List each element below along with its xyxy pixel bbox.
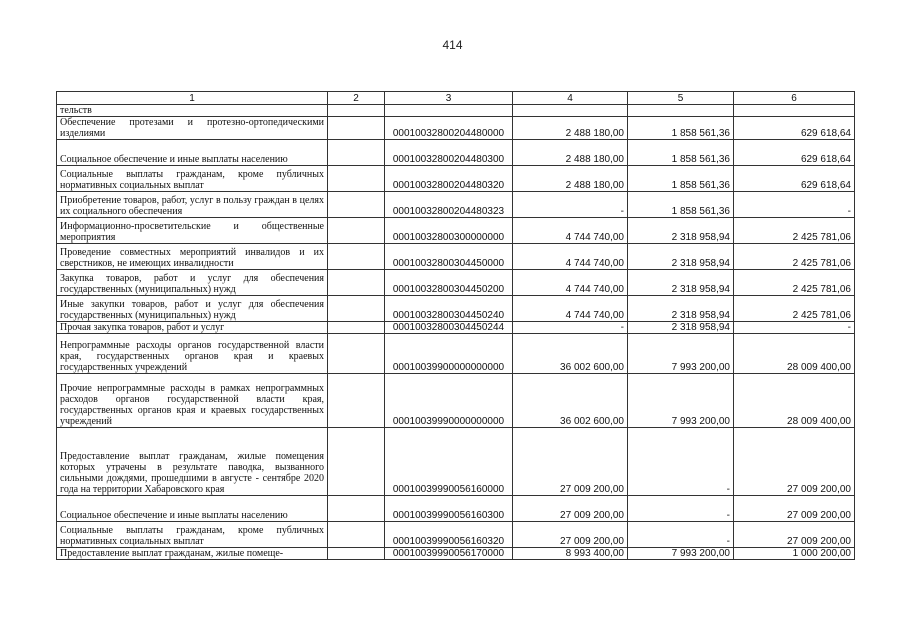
row-value-col6: 2 425 781,06 <box>734 218 855 244</box>
row-value-col4: 2 488 180,00 <box>513 166 628 192</box>
row-code: 00010032800304450240 <box>385 296 513 322</box>
row-description: Закупка товаров, работ и услуг для обеспечения государственных (муниципальных) нужд <box>57 270 328 296</box>
row-value-col4: 4 744 740,00 <box>513 296 628 322</box>
row-code: 00010039990056160300 <box>385 496 513 522</box>
row-code: 00010032800300000000 <box>385 218 513 244</box>
row-description: Социальное обеспечение и иные выплаты населению <box>57 496 328 522</box>
row-column-2 <box>328 192 385 218</box>
row-value-col6: 2 425 781,06 <box>734 296 855 322</box>
row-column-2 <box>328 218 385 244</box>
row-description: Прочие непрограммные расходы в рамках непрограммных расходов органов государственной власти края, государственных органов края и краевых государственных учреждений <box>57 374 328 428</box>
row-value-col4: - <box>513 322 628 334</box>
row-code: 00010039990056160000 <box>385 428 513 496</box>
column-header: 2 <box>328 92 385 105</box>
row-value-col6: 28 009 400,00 <box>734 374 855 428</box>
row-value-col5: 1 858 561,36 <box>628 117 734 140</box>
row-value-col6: 2 425 781,06 <box>734 270 855 296</box>
row-column-2 <box>328 428 385 496</box>
row-value-col4: 2 488 180,00 <box>513 140 628 166</box>
row-value-col4: 36 002 600,00 <box>513 334 628 374</box>
row-value-col4: 27 009 200,00 <box>513 496 628 522</box>
row-code: 00010039900000000000 <box>385 334 513 374</box>
row-description: Непрограммные расходы органов государственной власти края, государственных органов края и краевых государственных учреждений <box>57 334 328 374</box>
row-description: Социальные выплаты гражданам, кроме публичных нормативных социальных выплат <box>57 166 328 192</box>
table-row <box>57 166 855 192</box>
row-value-col4: 4 744 740,00 <box>513 218 628 244</box>
row-column-2 <box>328 140 385 166</box>
row-column-2 <box>328 522 385 548</box>
row-value-col4: 2 488 180,00 <box>513 117 628 140</box>
row-description: Обеспечение протезами и протезно-ортопедическими изделиями <box>57 117 328 140</box>
table-row <box>57 270 855 296</box>
table-row <box>57 334 855 374</box>
row-value-col6: 1 000 200,00 <box>734 548 855 560</box>
row-code: 00010032800304450000 <box>385 244 513 270</box>
row-value-col5: 2 318 958,94 <box>628 244 734 270</box>
row-value-col5: 2 318 958,94 <box>628 296 734 322</box>
row-code: 00010032800304450200 <box>385 270 513 296</box>
table-header-row <box>57 92 855 105</box>
row-value-col4: 27 009 200,00 <box>513 428 628 496</box>
row-description: тельств <box>57 105 328 117</box>
table-row <box>57 522 855 548</box>
row-value-col5: 7 993 200,00 <box>628 548 734 560</box>
table-row <box>57 548 855 560</box>
row-value-col5: - <box>628 428 734 496</box>
row-code: 00010039990056160320 <box>385 522 513 548</box>
row-value-col5: - <box>628 522 734 548</box>
row-column-2 <box>328 496 385 522</box>
table-row <box>57 296 855 322</box>
table-row <box>57 244 855 270</box>
page-number: 414 <box>442 38 463 52</box>
row-column-2 <box>328 322 385 334</box>
column-header: 1 <box>57 92 328 105</box>
row-description: Прочая закупка товаров, работ и услуг <box>57 322 328 334</box>
row-description: Социальное обеспечение и иные выплаты населению <box>57 140 328 166</box>
budget-table <box>56 91 855 560</box>
row-value-col6: 2 425 781,06 <box>734 244 855 270</box>
row-column-2 <box>328 334 385 374</box>
row-value-col6: 629 618,64 <box>734 117 855 140</box>
row-value-col6: 28 009 400,00 <box>734 334 855 374</box>
row-value-col5: 1 858 561,36 <box>628 192 734 218</box>
row-value-col6: 27 009 200,00 <box>734 522 855 548</box>
table-row <box>57 428 855 496</box>
row-column-2 <box>328 244 385 270</box>
table-row <box>57 496 855 522</box>
row-code: 00010032800204480323 <box>385 192 513 218</box>
row-description: Иные закупки товаров, работ и услуг для обеспечения государственных (муниципальных) нужд <box>57 296 328 322</box>
column-header: 6 <box>734 92 855 105</box>
row-column-2 <box>328 166 385 192</box>
row-value-col4: - <box>513 192 628 218</box>
row-description: Предоставление выплат гражданам, жилые помещения которых утрачены в результате паводка, вызванного сильными дождями, прошедшими в августе - сентябре 2020 года на территории Хабаровского края <box>57 428 328 496</box>
table-row <box>57 105 855 117</box>
table-row <box>57 117 855 140</box>
table-row <box>57 322 855 334</box>
row-value-col4 <box>513 105 628 117</box>
row-code: 00010039990056170000 <box>385 548 513 560</box>
row-value-col5: 2 318 958,94 <box>628 270 734 296</box>
row-description: Информационно-просветительские и общественные мероприятия <box>57 218 328 244</box>
row-value-col4: 4 744 740,00 <box>513 244 628 270</box>
table-row <box>57 140 855 166</box>
row-value-col6: 629 618,64 <box>734 140 855 166</box>
column-header: 4 <box>513 92 628 105</box>
row-value-col5: 7 993 200,00 <box>628 374 734 428</box>
row-description: Предоставление выплат гражданам, жилые помеще- <box>57 548 328 560</box>
column-header: 3 <box>385 92 513 105</box>
row-value-col5: 1 858 561,36 <box>628 140 734 166</box>
row-value-col6: 27 009 200,00 <box>734 428 855 496</box>
row-column-2 <box>328 105 385 117</box>
row-code <box>385 105 513 117</box>
row-description: Социальные выплаты гражданам, кроме публичных нормативных социальных выплат <box>57 522 328 548</box>
row-value-col6: - <box>734 322 855 334</box>
row-code: 00010032800204480300 <box>385 140 513 166</box>
row-value-col4: 27 009 200,00 <box>513 522 628 548</box>
row-value-col6 <box>734 105 855 117</box>
row-column-2 <box>328 374 385 428</box>
column-header: 5 <box>628 92 734 105</box>
row-code: 00010032800204480320 <box>385 166 513 192</box>
table-row <box>57 374 855 428</box>
row-value-col6: 27 009 200,00 <box>734 496 855 522</box>
row-code: 00010032800204480000 <box>385 117 513 140</box>
row-value-col4: 8 993 400,00 <box>513 548 628 560</box>
row-code: 00010032800304450244 <box>385 322 513 334</box>
row-value-col6: 629 618,64 <box>734 166 855 192</box>
row-column-2 <box>328 117 385 140</box>
row-value-col5: 2 318 958,94 <box>628 218 734 244</box>
row-column-2 <box>328 296 385 322</box>
row-value-col5 <box>628 105 734 117</box>
row-value-col5: 1 858 561,36 <box>628 166 734 192</box>
row-value-col4: 36 002 600,00 <box>513 374 628 428</box>
row-value-col6: - <box>734 192 855 218</box>
row-column-2 <box>328 548 385 560</box>
row-value-col5: - <box>628 496 734 522</box>
row-value-col4: 4 744 740,00 <box>513 270 628 296</box>
table-row <box>57 218 855 244</box>
table-row <box>57 192 855 218</box>
row-description: Проведение совместных мероприятий инвалидов и их сверстников, не имеющих инвалидности <box>57 244 328 270</box>
row-value-col5: 2 318 958,94 <box>628 322 734 334</box>
row-code: 00010039990000000000 <box>385 374 513 428</box>
row-column-2 <box>328 270 385 296</box>
row-description: Приобретение товаров, работ, услуг в пользу граждан в целях их социального обеспечения <box>57 192 328 218</box>
row-value-col5: 7 993 200,00 <box>628 334 734 374</box>
